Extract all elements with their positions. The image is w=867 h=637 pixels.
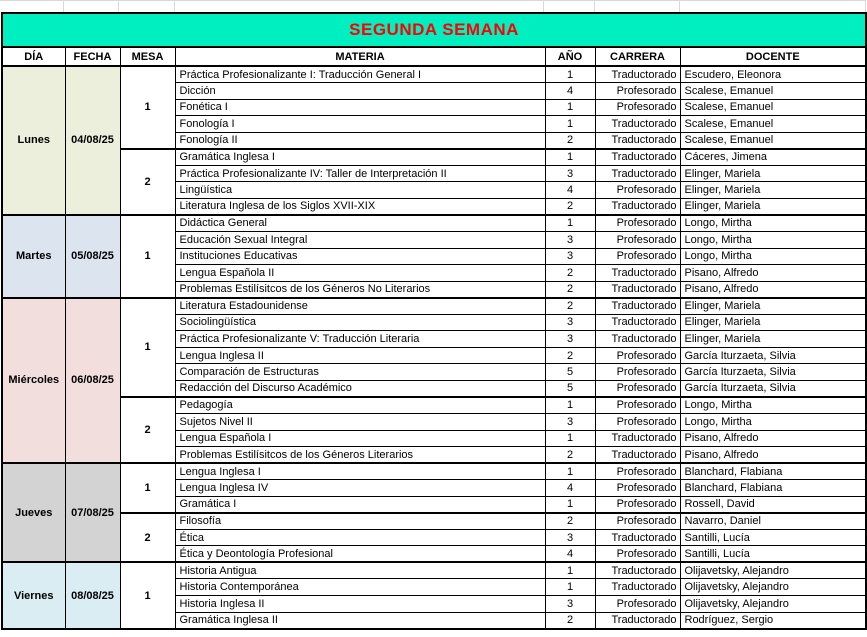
ano-cell[interactable]: 2 xyxy=(545,298,595,315)
materia-cell[interactable]: Instituciones Educativas xyxy=(175,248,545,265)
column-header-docente[interactable]: DOCENTE xyxy=(680,47,866,66)
materia-cell[interactable]: Lengua Española II xyxy=(175,265,545,282)
ano-cell[interactable]: 3 xyxy=(545,596,595,613)
docente-cell[interactable]: Olijavetsky, Alejandro xyxy=(680,596,866,613)
carrera-cell[interactable]: Traductorado xyxy=(595,132,680,149)
column-header-dia[interactable]: DÍA xyxy=(2,47,65,66)
schedule-row xyxy=(2,397,866,414)
carrera-cell[interactable]: Profesorado xyxy=(595,496,680,513)
materia-cell[interactable]: Lengua Inglesa II xyxy=(175,347,545,364)
ano-cell[interactable]: 1 xyxy=(545,430,595,447)
materia-cell[interactable]: Lingüística xyxy=(175,182,545,199)
materia-cell[interactable]: Lengua Inglesa IV xyxy=(175,480,545,497)
materia-cell[interactable]: Problemas Estilísitcos de los Géneros Literarios xyxy=(175,447,545,464)
docente-cell[interactable]: Longo, Mirtha xyxy=(680,397,866,414)
schedule-row xyxy=(2,298,866,315)
ano-cell[interactable]: 2 xyxy=(545,132,595,149)
docente-cell[interactable]: Scalese, Emanuel xyxy=(680,83,866,100)
materia-cell[interactable]: Pedagogía xyxy=(175,397,545,414)
ano-cell[interactable]: 1 xyxy=(545,562,595,579)
materia-cell[interactable]: Lengua Inglesa I xyxy=(175,463,545,480)
docente-cell[interactable]: García Iturzaeta, Silvia xyxy=(680,347,866,364)
sheet-cell[interactable] xyxy=(0,1,64,12)
date-cell[interactable]: 04/08/25 xyxy=(65,66,120,215)
carrera-cell[interactable]: Profesorado xyxy=(595,182,680,199)
docente-cell[interactable]: Pisano, Alfredo xyxy=(680,281,866,298)
docente-cell[interactable]: Longo, Mirtha xyxy=(680,231,866,248)
materia-cell[interactable]: Literatura Estadounidense xyxy=(175,298,545,315)
materia-cell[interactable]: Educación Sexual Integral xyxy=(175,231,545,248)
materia-cell[interactable]: Fonología I xyxy=(175,116,545,133)
carrera-cell[interactable]: Profesorado xyxy=(595,480,680,497)
ano-cell[interactable]: 1 xyxy=(545,66,595,83)
date-cell[interactable]: 05/08/25 xyxy=(65,215,120,298)
materia-cell[interactable]: Ética xyxy=(175,529,545,546)
materia-cell[interactable]: Práctica Profesionalizante IV: Taller de Interpretación II xyxy=(175,165,545,182)
ano-cell[interactable]: 4 xyxy=(545,546,595,563)
docente-cell[interactable]: Elinger, Mariela xyxy=(680,314,866,331)
carrera-cell[interactable]: Traductorado xyxy=(595,447,680,464)
docente-cell[interactable]: Rodríguez, Sergio xyxy=(680,612,866,629)
schedule-row xyxy=(2,215,866,232)
carrera-cell[interactable]: Traductorado xyxy=(595,579,680,596)
docente-cell[interactable]: Santilli, Lucía xyxy=(680,529,866,546)
column-header-fecha[interactable]: FECHA xyxy=(65,47,120,66)
ano-cell[interactable]: 1 xyxy=(545,149,595,166)
mesa-cell[interactable]: 2 xyxy=(120,513,175,563)
docente-cell[interactable]: Santilli, Lucía xyxy=(680,546,866,563)
carrera-cell[interactable]: Profesorado xyxy=(595,347,680,364)
docente-cell[interactable]: Scalese, Emanuel xyxy=(680,132,866,149)
docente-cell[interactable]: Escudero, Eleonora xyxy=(680,66,866,83)
carrera-cell[interactable]: Profesorado xyxy=(595,596,680,613)
date-cell[interactable]: 08/08/25 xyxy=(65,562,120,628)
carrera-cell[interactable]: Profesorado xyxy=(595,546,680,563)
docente-cell[interactable]: Olijavetsky, Alejandro xyxy=(680,562,866,579)
carrera-cell[interactable]: Traductorado xyxy=(595,529,680,546)
docente-cell[interactable]: Elinger, Mariela xyxy=(680,331,866,348)
carrera-cell[interactable]: Profesorado xyxy=(595,83,680,100)
carrera-cell[interactable]: Traductorado xyxy=(595,265,680,282)
ano-cell[interactable]: 3 xyxy=(545,165,595,182)
schedule-row xyxy=(2,562,866,579)
docente-cell[interactable]: Pisano, Alfredo xyxy=(680,430,866,447)
exam-schedule-table xyxy=(1,12,867,630)
day-cell[interactable]: Lunes xyxy=(2,66,65,215)
ano-cell[interactable]: 2 xyxy=(545,347,595,364)
materia-cell[interactable]: Problemas Estilísitcos de los Géneros No Literarios xyxy=(175,281,545,298)
ano-cell[interactable]: 3 xyxy=(545,413,595,430)
docente-cell[interactable]: Pisano, Alfredo xyxy=(680,265,866,282)
docente-cell[interactable]: García Iturzaeta, Silvia xyxy=(680,380,866,397)
column-header-carrera[interactable]: CARRERA xyxy=(595,47,680,66)
ano-cell[interactable]: 4 xyxy=(545,182,595,199)
schedule-row xyxy=(2,66,866,83)
sheet-cell[interactable] xyxy=(544,1,595,12)
sheet-cell[interactable] xyxy=(595,1,681,12)
column-header-materia[interactable]: MATERIA xyxy=(175,47,545,66)
ano-cell[interactable]: 2 xyxy=(545,265,595,282)
materia-cell[interactable]: Ética y Deontología Profesional xyxy=(175,546,545,563)
ano-cell[interactable]: 4 xyxy=(545,83,595,100)
ano-cell[interactable]: 2 xyxy=(545,281,595,298)
table-title[interactable]: SEGUNDA SEMANA xyxy=(2,13,866,47)
carrera-cell[interactable]: Traductorado xyxy=(595,331,680,348)
sheet-cell[interactable] xyxy=(175,1,544,12)
ano-cell[interactable]: 2 xyxy=(545,447,595,464)
docente-cell[interactable]: Blanchard, Flabiana xyxy=(680,463,866,480)
carrera-cell[interactable]: Traductorado xyxy=(595,314,680,331)
ano-cell[interactable]: 1 xyxy=(545,463,595,480)
carrera-cell[interactable]: Traductorado xyxy=(595,116,680,133)
mesa-cell[interactable]: 1 xyxy=(120,66,175,149)
materia-cell[interactable]: Filosofía xyxy=(175,513,545,530)
materia-cell[interactable]: Fonética I xyxy=(175,99,545,116)
mesa-cell[interactable]: 2 xyxy=(120,397,175,463)
sheet-cell[interactable] xyxy=(119,1,175,12)
mesa-cell[interactable]: 1 xyxy=(120,463,175,513)
date-cell[interactable]: 07/08/25 xyxy=(65,463,120,562)
materia-cell[interactable]: Gramática Inglesa II xyxy=(175,612,545,629)
carrera-cell[interactable]: Profesorado xyxy=(595,397,680,414)
docente-cell[interactable]: Navarro, Daniel xyxy=(680,513,866,530)
materia-cell[interactable]: Historia Contemporánea xyxy=(175,579,545,596)
materia-cell[interactable]: Sociolingüística xyxy=(175,314,545,331)
sheet-top-row xyxy=(0,0,866,12)
carrera-cell[interactable]: Traductorado xyxy=(595,298,680,315)
carrera-cell[interactable]: Traductorado xyxy=(595,281,680,298)
materia-cell[interactable]: Dicción xyxy=(175,83,545,100)
carrera-cell[interactable]: Profesorado xyxy=(595,248,680,265)
carrera-cell[interactable]: Profesorado xyxy=(595,215,680,232)
ano-cell[interactable]: 2 xyxy=(545,513,595,530)
docente-cell[interactable]: Elinger, Mariela xyxy=(680,165,866,182)
materia-cell[interactable]: Práctica Profesionalizante V: Traducción Literaria xyxy=(175,331,545,348)
ano-cell[interactable]: 1 xyxy=(545,99,595,116)
ano-cell[interactable]: 1 xyxy=(545,116,595,133)
carrera-cell[interactable]: Profesorado xyxy=(595,463,680,480)
docente-cell[interactable]: Longo, Mirtha xyxy=(680,413,866,430)
materia-cell[interactable]: Didáctica General xyxy=(175,215,545,232)
docente-cell[interactable]: Elinger, Mariela xyxy=(680,198,866,215)
materia-cell[interactable]: Gramática Inglesa I xyxy=(175,149,545,166)
carrera-cell[interactable]: Traductorado xyxy=(595,430,680,447)
materia-cell[interactable]: Literatura Inglesa de los Siglos XVII-XIX xyxy=(175,198,545,215)
docente-cell[interactable]: Longo, Mirtha xyxy=(680,215,866,232)
carrera-cell[interactable]: Traductorado xyxy=(595,165,680,182)
mesa-cell[interactable]: 1 xyxy=(120,298,175,397)
schedule-row xyxy=(2,463,866,480)
carrera-cell[interactable]: Traductorado xyxy=(595,562,680,579)
column-header-ano[interactable]: AÑO xyxy=(545,47,595,66)
carrera-cell[interactable]: Profesorado xyxy=(595,231,680,248)
materia-cell[interactable]: Lengua Española I xyxy=(175,430,545,447)
carrera-cell[interactable]: Profesorado xyxy=(595,513,680,530)
day-cell[interactable]: Martes xyxy=(2,215,65,298)
day-cell[interactable]: Viernes xyxy=(2,562,65,628)
docente-cell[interactable]: Longo, Mirtha xyxy=(680,248,866,265)
docente-cell[interactable]: Scalese, Emanuel xyxy=(680,116,866,133)
carrera-cell[interactable]: Profesorado xyxy=(595,380,680,397)
carrera-cell[interactable]: Traductorado xyxy=(595,149,680,166)
materia-cell[interactable]: Gramática I xyxy=(175,496,545,513)
ano-cell[interactable]: 1 xyxy=(545,579,595,596)
materia-cell[interactable]: Comparación de Estructuras xyxy=(175,364,545,381)
ano-cell[interactable]: 3 xyxy=(545,314,595,331)
ano-cell[interactable]: 1 xyxy=(545,215,595,232)
mesa-cell[interactable]: 1 xyxy=(120,215,175,298)
schedule-row xyxy=(2,513,866,530)
materia-cell[interactable]: Historia Inglesa II xyxy=(175,596,545,613)
docente-cell[interactable]: Pisano, Alfredo xyxy=(680,447,866,464)
ano-cell[interactable]: 3 xyxy=(545,248,595,265)
ano-cell[interactable]: 1 xyxy=(545,496,595,513)
docente-cell[interactable]: Scalese, Emanuel xyxy=(680,99,866,116)
materia-cell[interactable]: Práctica Profesionalizante I: Traducción General I xyxy=(175,66,545,83)
carrera-cell[interactable]: Traductorado xyxy=(595,612,680,629)
ano-cell[interactable]: 3 xyxy=(545,529,595,546)
materia-cell[interactable]: Historia Antigua xyxy=(175,562,545,579)
date-cell[interactable]: 06/08/25 xyxy=(65,298,120,463)
docente-cell[interactable]: García Iturzaeta, Silvia xyxy=(680,364,866,381)
ano-cell[interactable]: 3 xyxy=(545,231,595,248)
ano-cell[interactable]: 1 xyxy=(545,397,595,414)
materia-cell[interactable]: Sujetos Nivel II xyxy=(175,413,545,430)
docente-cell[interactable]: Rossell, David xyxy=(680,496,866,513)
ano-cell[interactable]: 2 xyxy=(545,198,595,215)
ano-cell[interactable]: 4 xyxy=(545,480,595,497)
carrera-cell[interactable]: Traductorado xyxy=(595,66,680,83)
mesa-cell[interactable]: 2 xyxy=(120,149,175,215)
ano-cell[interactable]: 5 xyxy=(545,364,595,381)
ano-cell[interactable]: 3 xyxy=(545,331,595,348)
carrera-cell[interactable]: Profesorado xyxy=(595,364,680,381)
mesa-cell[interactable]: 1 xyxy=(120,562,175,628)
day-cell[interactable]: Miércoles xyxy=(2,298,65,463)
carrera-cell[interactable]: Profesorado xyxy=(595,413,680,430)
ano-cell[interactable]: 5 xyxy=(545,380,595,397)
docente-cell[interactable]: Elinger, Mariela xyxy=(680,298,866,315)
ano-cell[interactable]: 2 xyxy=(545,612,595,629)
docente-cell[interactable]: Olijavetsky, Alejandro xyxy=(680,579,866,596)
materia-cell[interactable]: Redacción del Discurso Académico xyxy=(175,380,545,397)
docente-cell[interactable]: Elinger, Mariela xyxy=(680,182,866,199)
docente-cell[interactable]: Blanchard, Flabiana xyxy=(680,480,866,497)
carrera-cell[interactable]: Profesorado xyxy=(595,99,680,116)
sheet-cell[interactable] xyxy=(680,1,866,12)
column-header-mesa[interactable]: MESA xyxy=(120,47,175,66)
day-cell[interactable]: Jueves xyxy=(2,463,65,562)
carrera-cell[interactable]: Traductorado xyxy=(595,198,680,215)
schedule-row xyxy=(2,149,866,166)
sheet-cell[interactable] xyxy=(64,1,120,12)
materia-cell[interactable]: Fonología II xyxy=(175,132,545,149)
docente-cell[interactable]: Cáceres, Jimena xyxy=(680,149,866,166)
